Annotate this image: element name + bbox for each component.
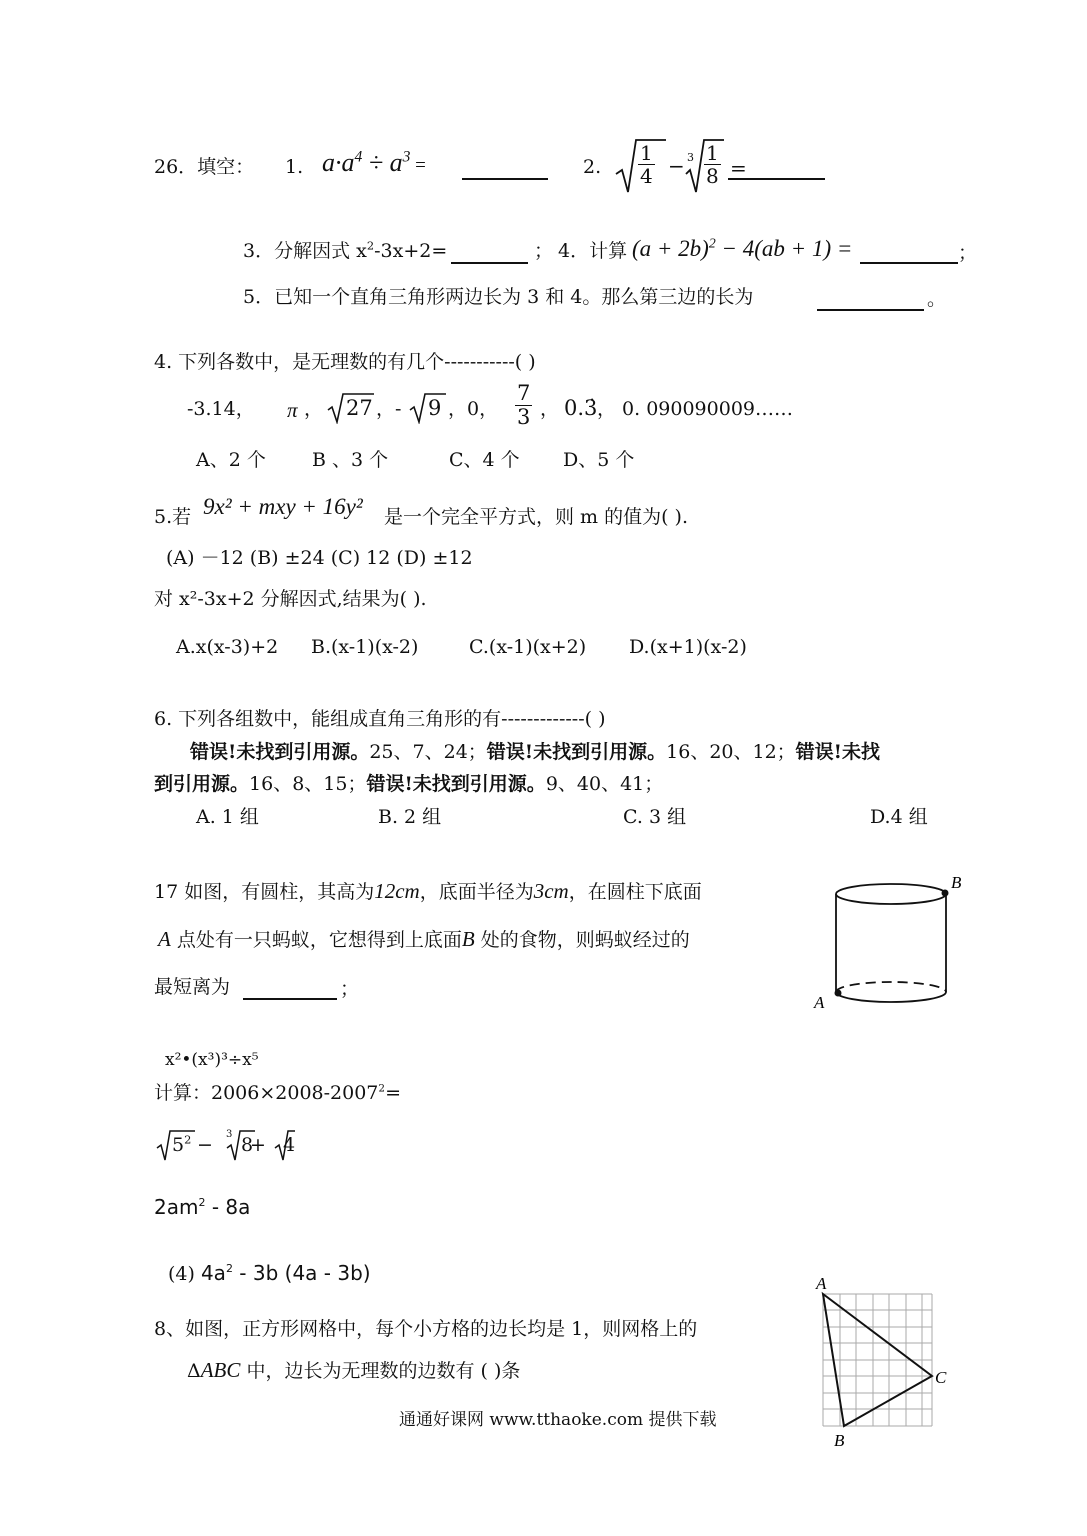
factor-option-b: B.(x-1)(x-2) [311, 636, 419, 658]
pi-symbol: π [287, 398, 298, 422]
q26-part4-text: 4．计算 [558, 240, 628, 262]
q26-part1-expression: $a\cdot a^4 \div a^3$ = [322, 148, 426, 177]
q17-line-3: 最短离为 [154, 976, 231, 998]
calc-expression-5: (4) $4a^2 - 3b$ (4a - 3b) [168, 1261, 371, 1285]
calc-expression-1: x²•(x³)³÷x⁵ [165, 1050, 259, 1070]
triangle-label-c: C [935, 1368, 947, 1387]
q17-line-3-end: ； [340, 978, 360, 1000]
q8-line-1: 8、如图，正方形网格中，每个小方格的边长均是 1，则网格上的 [154, 1318, 698, 1340]
q26-part3-separator: ； [534, 240, 554, 262]
grid-triangle-figure [808, 1272, 968, 1454]
sqrt27-value: 27 [346, 396, 373, 420]
comma-1: ， [304, 398, 324, 420]
q26-part3-answer-blank[interactable] [451, 260, 528, 264]
q26-part4-answer-blank[interactable] [860, 260, 958, 264]
q5-stem-prefix: 5.若 [154, 506, 192, 528]
calc-expression-2: 计算：$2006\times 2008-2007^2=$ [154, 1082, 401, 1104]
q26-label: 26．填空： [154, 156, 255, 178]
q4-option-c: C、4 个 [449, 449, 520, 471]
q17-line-1: 17 如图，有圆柱，其高为12cm，底面半径为3cm，在圆柱下底面 [154, 879, 702, 903]
q6-option-b: B. 2 组 [378, 806, 442, 828]
q17-answer-blank[interactable] [243, 996, 337, 1000]
calc-radicand-4: 4 [283, 1134, 296, 1156]
q26-part4-end: ； [958, 242, 978, 264]
calc-radicand-5: $5^2$ [172, 1132, 192, 1156]
q26-part3-text: 3．分解因式 $x^2-3x+2=$ [243, 238, 448, 262]
fraction-seven-thirds: $\frac{7}{3}$ [517, 381, 531, 430]
cube-root-index: 3 [687, 151, 694, 164]
triangle-label-b: B [834, 1431, 845, 1450]
q6-option-d: D.4 组 [870, 806, 928, 828]
q26-part5-text: 5．已知一个直角三角形两边长为 3 和 4。那么第三边的长为 [243, 286, 754, 308]
q5-stem-suffix: 是一个完全平方式，则 m 的值为( ). [384, 506, 689, 528]
factor-option-a: A.x(x-3)+2 [176, 636, 279, 658]
q4-last-items: ， 0. 090090009…… [597, 398, 794, 420]
factor-option-d: D.(x+1)(x-2) [629, 636, 747, 658]
repeating-decimal: 0.3̇ [564, 396, 598, 420]
q17-line-2: A 点处有一只蚂蚁，它想得到上底面B 处的食物，则蚂蚁经过的 [158, 927, 690, 951]
factor-stem: 对 x²-3x+2 分解因式,结果为( ). [154, 588, 427, 610]
fraction-one-eighth: $\frac{1}{8}$ [706, 141, 719, 188]
equals-sign: = [730, 156, 747, 180]
q6-stem: 6. 下列各组数中，能组成直角三角形的有-------------( ) [154, 708, 606, 730]
q4-number-list: -3.14， [187, 398, 255, 420]
q6-option-a: A. 1 组 [196, 806, 259, 828]
sqrt9-value: 9 [428, 396, 442, 420]
q4-option-d: D、5 个 [563, 449, 635, 471]
fraction-one-quarter: $\frac{1}{4}$ [640, 141, 653, 188]
q4-option-a: A、2 个 [196, 449, 266, 471]
q26-part1-answer-blank[interactable] [462, 176, 548, 180]
q4-option-b: B 、3 个 [312, 449, 389, 471]
page-footer: 通通好课网 www.tthaoke.com 提供下载 [399, 1410, 717, 1430]
minus-sign: − [668, 154, 685, 178]
cylinder-label-a: A [814, 993, 825, 1012]
q26-part5-end: 。 [927, 288, 947, 310]
calc-minus: − [197, 1134, 213, 1156]
q5-options: (A) －12 (B) ±24 (C) 12 (D) ±12 [166, 547, 473, 569]
q4-stem: 4. 下列各数中，是无理数的有几个-----------( ) [154, 351, 536, 373]
factor-option-c: C.(x-1)(x+2) [469, 636, 587, 658]
calc-plus: + [250, 1134, 266, 1156]
calc-expression-4: $2am^2 - 8a$ [154, 1195, 251, 1219]
q6-line-1: 错误!未找到引用源。25、7、24；错误!未找到引用源。16、20、12；错误!未找 [190, 741, 881, 763]
calc-cube-index: 3 [226, 1129, 233, 1140]
comma-2: ， [540, 398, 560, 420]
q6-option-c: C. 3 组 [623, 806, 687, 828]
q26-part2-answer-blank[interactable] [728, 176, 825, 180]
calc-radicand-8: 8 [241, 1134, 254, 1156]
q26-part1-number: 1. [285, 156, 304, 178]
q26-part2-number: 2. [583, 156, 602, 178]
zero-item: ，0， [448, 398, 499, 420]
q5-expression: 9x² + mxy + 16y² [203, 494, 363, 519]
cylinder-figure [808, 866, 978, 1016]
cylinder-label-b: B [951, 873, 962, 892]
comma-minus: ，- [376, 398, 402, 420]
q26-part4-expression: $(a + 2b)^2 - 4(ab + 1)$ = [632, 235, 853, 261]
triangle-label-a: A [816, 1274, 827, 1293]
q8-line-2: ΔABC 中，边长为无理数的边数有 ( )条 [187, 1358, 521, 1382]
q26-part5-answer-blank[interactable] [817, 307, 924, 311]
q6-line-2: 到引用源。16、8、15；错误!未找到引用源。9、40、41； [154, 773, 664, 795]
